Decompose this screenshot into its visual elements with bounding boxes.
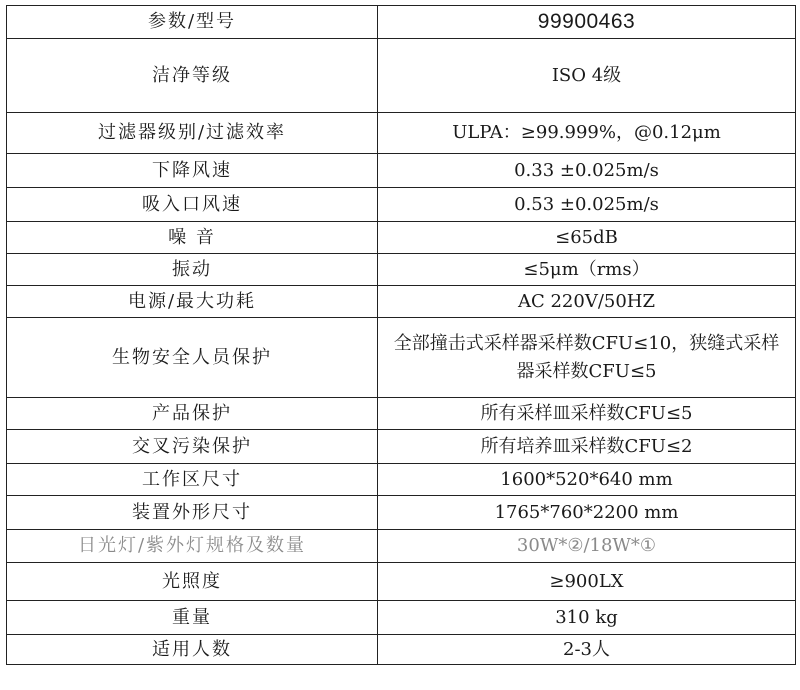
table-row [7,601,796,635]
row-value-inflow: 0.53 ±0.025m/s [378,188,796,222]
row-label-downflow: 下降风速 [7,154,378,188]
row-value-product-protection: 所有采样皿采样数CFU≤5 [378,398,796,430]
row-value-operators: 2-3人 [378,635,796,665]
row-label-product-protection: 产品保护 [7,398,378,430]
row-label-model: 参数/型号 [7,6,378,39]
table-row [7,6,796,39]
row-value-lamps: 30W*②/18W*① [378,530,796,563]
row-value-illuminance: ≥900LX [378,563,796,601]
row-value-personnel-protection: 全部撞击式采样器采样数CFU≤10，狭缝式采样器采样数CFU≤5 [378,318,796,398]
row-label-work-area: 工作区尺寸 [7,464,378,496]
row-value-cleanliness: ISO 4级 [378,39,796,113]
row-value-cross-contamination: 所有培养皿采样数CFU≤2 [378,430,796,464]
row-label-cleanliness: 洁净等级 [7,39,378,113]
row-value-filter: ULPA：≥99.999%，@0.12μm [378,113,796,154]
table-row [7,563,796,601]
table-row [7,496,796,530]
table-row [7,398,796,430]
table-row [7,530,796,563]
row-value-model: 99900463 [378,6,796,39]
row-value-power: AC 220V/50HZ [378,286,796,318]
row-label-lamps: 日光灯/紫外灯规格及数量 [7,530,378,563]
row-label-noise: 噪 音 [7,222,378,254]
row-label-personnel-protection: 生物安全人员保护 [7,318,378,398]
table-row [7,113,796,154]
spec-table [6,5,796,665]
row-value-downflow: 0.33 ±0.025m/s [378,154,796,188]
row-label-inflow: 吸入口风速 [7,188,378,222]
table-row [7,188,796,222]
row-value-noise: ≤65dB [378,222,796,254]
table-row [7,222,796,254]
row-value-dimensions: 1765*760*2200 mm [378,496,796,530]
table-row [7,318,796,398]
row-label-cross-contamination: 交叉污染保护 [7,430,378,464]
row-value-work-area: 1600*520*640 mm [378,464,796,496]
table-row [7,430,796,464]
table-row [7,286,796,318]
table-row [7,254,796,286]
row-value-vibration: ≤5μm（rms） [378,254,796,286]
row-label-operators: 适用人数 [7,635,378,665]
table-row [7,464,796,496]
table-row [7,154,796,188]
table-row [7,39,796,113]
row-label-power: 电源/最大功耗 [7,286,378,318]
row-label-dimensions: 装置外形尺寸 [7,496,378,530]
table-row [7,635,796,665]
row-value-weight: 310 kg [378,601,796,635]
row-label-weight: 重量 [7,601,378,635]
row-label-illuminance: 光照度 [7,563,378,601]
row-label-vibration: 振动 [7,254,378,286]
row-label-filter: 过滤器级别/过滤效率 [7,113,378,154]
